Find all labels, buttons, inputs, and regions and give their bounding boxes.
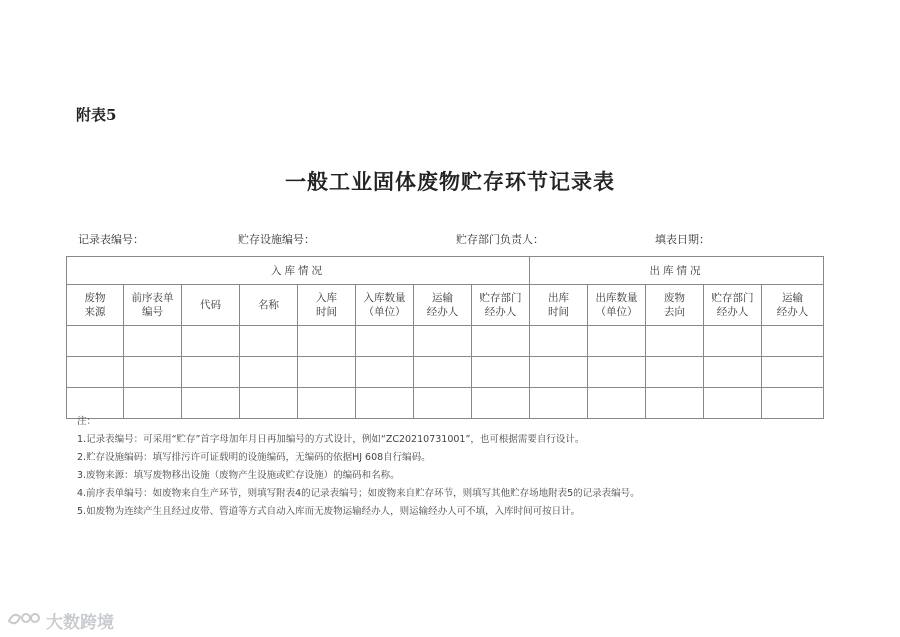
table-cell[interactable] [414, 357, 472, 388]
table-cell[interactable] [356, 357, 414, 388]
column-header [182, 285, 240, 326]
table-cell[interactable] [762, 326, 824, 357]
table-cell[interactable] [472, 357, 530, 388]
notes-section [77, 413, 837, 521]
table-cell[interactable] [530, 357, 588, 388]
column-header [762, 285, 824, 326]
inbound-group-header: 入库情况 [67, 257, 530, 285]
column-header-line: 前序表单 [131, 292, 174, 304]
watermark-text: 大数跨境 [46, 612, 114, 633]
fill-date-label: 填表日期： [655, 233, 710, 246]
column-header [588, 285, 646, 326]
column-header-line: 经办人 [716, 306, 749, 318]
column-header-line: 废物 [84, 292, 106, 304]
facility-number-label: 贮存设施编号： [238, 233, 315, 246]
column-header-row [67, 285, 824, 326]
column-header-line: 废物 [664, 292, 685, 304]
column-header-line: （单位） [595, 306, 638, 318]
column-header [472, 285, 530, 326]
column-header [240, 285, 298, 326]
column-header-line: 贮存部门 [479, 292, 522, 304]
table-cell[interactable] [356, 326, 414, 357]
table-row [67, 326, 824, 357]
column-header-line: 编号 [142, 306, 163, 318]
table-cell[interactable] [182, 326, 240, 357]
table-cell[interactable] [704, 357, 762, 388]
record-number-label: 记录表编号： [78, 233, 144, 246]
column-header-line: 出库数量 [595, 292, 638, 304]
department-head-label: 贮存部门负责人： [456, 233, 544, 246]
column-header [530, 285, 588, 326]
watermark [6, 607, 114, 633]
column-header-line: 入库数量 [363, 292, 406, 304]
column-header-line: 时间 [548, 306, 569, 318]
table-cell[interactable] [588, 357, 646, 388]
table-cell[interactable] [472, 326, 530, 357]
column-header-line: 经办人 [776, 306, 809, 318]
table-cell[interactable] [646, 357, 704, 388]
table-cell[interactable] [588, 326, 646, 357]
column-header-line: （单位） [363, 306, 406, 318]
column-header [356, 285, 414, 326]
table-cell[interactable] [67, 357, 124, 388]
note-item-3: 3.废物来源：填写废物移出设施（废物产生设施或贮存设施）的编码和名称。 [77, 470, 400, 481]
note-item-5: 5.如废物为连续产生且经过皮带、管道等方式自动入库而无废物运输经办人，则运输经办人可不填，入库时间可按日计。 [77, 506, 581, 517]
table-cell[interactable] [67, 326, 124, 357]
storage-record-table [66, 256, 824, 419]
column-header-line: 入库 [316, 292, 337, 304]
table-cell[interactable] [704, 326, 762, 357]
table-cell[interactable] [124, 357, 182, 388]
column-header-line: 运输 [782, 292, 803, 304]
column-header-line: 去向 [664, 306, 685, 318]
note-item-2: 2.贮存设施编码：填写排污许可证载明的设施编码，无编码的依据HJ 608自行编码。 [77, 452, 431, 463]
table-cell[interactable] [124, 326, 182, 357]
column-header [414, 285, 472, 326]
column-header-line: 经办人 [426, 306, 459, 318]
column-header-line: 贮存部门 [711, 292, 754, 304]
table-row [67, 357, 824, 388]
column-header [298, 285, 356, 326]
table-cell[interactable] [298, 326, 356, 357]
appendix-label: 附表5 [76, 106, 117, 124]
note-item-1: 1.记录表编号：可采用“贮存”首字母加年月日再加编号的方式设计，例如“ZC20210731001”，也可根据需要自行设计。 [77, 434, 585, 445]
table-cell[interactable] [182, 357, 240, 388]
column-header-line: 经办人 [484, 306, 517, 318]
table-cell[interactable] [530, 326, 588, 357]
column-header [67, 285, 124, 326]
column-header-line: 时间 [316, 306, 337, 318]
table-cell[interactable] [240, 357, 298, 388]
column-header [646, 285, 704, 326]
column-header-line: 运输 [432, 292, 453, 304]
page-title: 一般工业固体废物贮存环节记录表 [285, 170, 615, 194]
column-header-line: 代码 [200, 299, 221, 311]
column-header [704, 285, 762, 326]
table-cell[interactable] [414, 326, 472, 357]
column-header-line: 名称 [258, 299, 279, 311]
table-cell[interactable] [646, 326, 704, 357]
table-cell[interactable] [240, 326, 298, 357]
outbound-group-header: 出库情况 [530, 257, 824, 285]
table-cell[interactable] [298, 357, 356, 388]
note-item-4: 4.前序表单编号：如废物来自生产环节，则填写附表4的记录表编号；如废物来自贮存环节，则填写其他贮存场地附表5的记录表编号。 [77, 488, 640, 499]
column-header-line: 来源 [84, 306, 106, 318]
column-header [124, 285, 182, 326]
watermark-logo-icon [6, 609, 40, 631]
notes-header: 注： [77, 416, 97, 427]
table-cell[interactable] [762, 357, 824, 388]
column-header-line: 出库 [548, 292, 569, 304]
